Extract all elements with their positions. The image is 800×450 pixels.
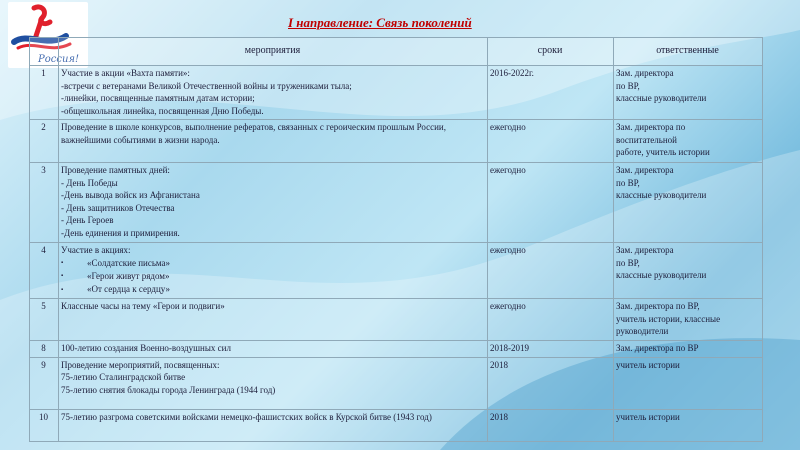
header-num: [30, 38, 59, 66]
row-dates: 2018: [488, 357, 614, 409]
row-responsible: Зам. директора по ВР, классные руководители: [614, 163, 763, 243]
row-event: Участие в акциях: ▪ «Солдатские письма» ▪ «Герои живут рядом» ▪ «От сердца к сердцу»: [59, 243, 488, 299]
row-event: 100-летию создания Военно-воздушных сил: [59, 341, 488, 358]
bullet-icon: ▪: [61, 260, 64, 267]
table-row: [30, 299, 763, 341]
events-table: [29, 37, 763, 442]
table-row: [30, 66, 763, 120]
table-row: [30, 357, 763, 409]
row-number: 5: [30, 299, 59, 341]
row-event: Участие в акции «Вахта памяти»: -встречи с ветеранами Великой Отечественной войны и тружениками тыла; -линейки, посвященные памятным датам истории; -общешкольная линейка, посвященная Дню Победы.: [59, 66, 488, 120]
header-dates: сроки: [488, 38, 614, 66]
list-item: ▪ «От сердца к сердцу»: [61, 283, 484, 296]
row-dates: ежегодно: [488, 120, 614, 163]
logo-text: Россия!: [38, 54, 80, 65]
table-row: [30, 341, 763, 358]
table-row: [30, 120, 763, 163]
list-item: ▪ «Солдатские письма»: [61, 257, 484, 270]
row-responsible: Зам. директора по ВР, классные руководители: [614, 66, 763, 120]
row-number: 9: [30, 357, 59, 409]
page-title: I направление: Связь поколений: [288, 15, 472, 30]
row-number: 3: [30, 163, 59, 243]
row-dates: ежегодно: [488, 163, 614, 243]
table-header-row: [30, 38, 763, 66]
row-event: Классные часы на тему «Герои и подвиги»: [59, 299, 488, 341]
row-responsible: Зам. директора по воспитательной работе, учитель истории: [614, 120, 763, 163]
table-row: [30, 163, 763, 243]
list-item: ▪ «Герои живут рядом»: [61, 270, 484, 283]
row-number: 10: [30, 409, 59, 441]
row-event: Проведение мероприятий, посвященных: 75-летию Сталинградской битве 75-летию снятия блокады города Ленинграда (1944 год): [59, 357, 488, 409]
row-number: 4: [30, 243, 59, 299]
header-responsible: ответственные: [614, 38, 763, 66]
row-dates: ежегодно: [488, 243, 614, 299]
row-dates: 2016-2022г.: [488, 66, 614, 120]
row-event: Проведение памятных дней: - День Победы -День вывода войск из Афганистана - День защитников Отечества - День Героев -День единения и примирения.: [59, 163, 488, 243]
bullet-icon: ▪: [61, 273, 64, 280]
row-responsible: Зам. директора по ВР, классные руководители: [614, 243, 763, 299]
table-row: [30, 243, 763, 299]
row-number: 8: [30, 341, 59, 358]
bullet-icon: ▪: [61, 286, 64, 293]
row-dates: ежегодно: [488, 299, 614, 341]
row-number: 1: [30, 66, 59, 120]
row-dates: 2018-2019: [488, 341, 614, 358]
row-responsible: учитель истории: [614, 409, 763, 441]
row-event: 75-летию разгрома советскими войсками немецко-фашистских войск в Курской битве (1943 год): [59, 409, 488, 441]
header-events: мероприятия: [59, 38, 488, 66]
row-event: Проведение в школе конкурсов, выполнение рефератов, связанных с героическим прошлым России, важнейшими событиями в жизни народа.: [59, 120, 488, 163]
row-dates: 2018: [488, 409, 614, 441]
row-responsible: Зам. директора по ВР, учитель истории, классные руководители: [614, 299, 763, 341]
row-responsible: учитель истории: [614, 357, 763, 409]
row-responsible: Зам. директора по ВР: [614, 341, 763, 358]
row-number: 2: [30, 120, 59, 163]
table-row: [30, 409, 763, 441]
